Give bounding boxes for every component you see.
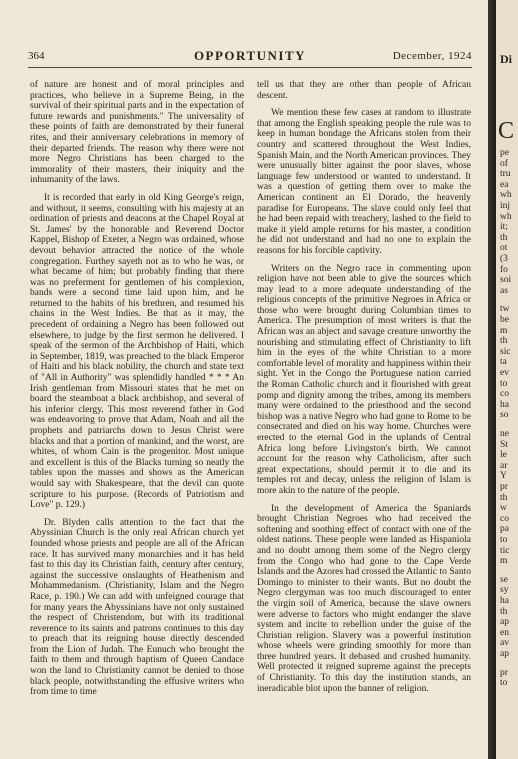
adjacent-text-fragment: ha (500, 399, 509, 410)
adjacent-text-fragment: th (500, 606, 508, 617)
adjacent-text-fragment: wh (500, 211, 512, 222)
adjacent-text-fragment: of (500, 158, 508, 169)
adjacent-text-fragment: ev (500, 368, 509, 378)
adjacent-text-fragment: tic (500, 545, 510, 556)
adjacent-text-fragment: ta (500, 357, 507, 368)
magazine-title: OPPORTUNITY (193, 48, 307, 63)
adjacent-text-fragment: so (500, 410, 509, 421)
adjacent-text-fragment: se (500, 574, 508, 585)
right-column (257, 80, 471, 701)
adjacent-text-fragment: th (500, 492, 508, 503)
paragraph: We mention these few cases at random to illustrate that among the English speaking people the rule was to keep in human bondage the Africans stolen from their country and scattered throughout the West Indies, Spanish Main, and the North American provinces. They were unusually bitter against the poor slaves, whose language few understood or wanted to understand. It was a question of getting them over to make the American continent an El Dorado, the heavenly paradise for Europeans. The slave could only feel that he had been repaid with treachery, lashed to the field to make it yield ample returns for his master, a condition he did not understand and had no one to explain the reasons for his forcible captivity. (257, 108, 471, 256)
paragraph: tell us that they are other than people of African descent. (257, 80, 471, 101)
adjacent-text-fragment: en (500, 627, 509, 638)
adjacent-text-fragment: ot (500, 243, 508, 254)
issue-date: December, 1924 (392, 50, 472, 62)
adjacent-text-fragment: to (500, 535, 508, 545)
adjacent-text-fragment: le (500, 450, 507, 461)
adjacent-text-fragment: soi (500, 275, 512, 286)
adjacent-text-fragment: pe (500, 148, 509, 158)
adjacent-text-fragment: as (500, 285, 508, 296)
adjacent-text-fragment: m (500, 325, 508, 336)
adjacent-text-fragment: th (500, 336, 508, 347)
paragraph: In the development of America the Spaniards brought Christian Negroes who had received the softening and soothing effect of contact with one of the oldest nations. These people were landed as Hispaniola and no doubt among them some of the Negro clergy from the Congo who had gone to the Cape Verde Islands and the Azores had crossed the Atlantic to Santo Domingo to minister to their wants. But no doubt the Negro clergyman was too much discouraged to enter the virgin soil of America, because the slave owners were adverse to factors who might endanger the slave system and incite to rebellion under the guise of the Christian religion. Slavery was a powerful institution whose wheels were grinding smoothly for more than three hundred years. It debased and crushed humanity. Well protected it reigned supreme against the precepts of Christianity. To this day the institution stands, an ineradicable blot upon the banner of religion. (257, 503, 471, 694)
adjacent-text-fragment: ea (500, 179, 509, 190)
adjacent-text-fragment: sic (500, 346, 511, 357)
adjacent-text-fragment: ha (500, 596, 509, 606)
adjacent-text-fragment: tw (500, 304, 510, 315)
adjacent-text-fragment: inj (500, 201, 511, 211)
book-gutter (488, 0, 496, 759)
adjacent-text-fragment: th (500, 232, 508, 243)
paragraph: Dr. Blyden calls attention to the fact that the Abyssinian Church is the only real African church yet founded whose priests and people are all of the African race. It has survived many monarchies and it has held fast to this day its Christian faith, century after century, against the successive onslaughts of Heathenism and Mohammedanism. (Christianity, Islam and the Negro Race, p. 190.) We can add with unfeigned courage that for many years the Abyssinians have not only sustained the respect of Christendom, but with its traditional reverence to its saints and patrons continues to this day to preach that its reigning house directly descended from the Lion of Judah. The Eunuch who brought the faith to them and through baptism of Queen Candace won the land to Christianity cannot be denied to those black people, notwithstanding the effusive writers who from time to time (30, 517, 244, 698)
adjacent-text-fragment: St (500, 439, 508, 450)
adjacent-text-fragment: to (500, 378, 508, 389)
adjacent-text-fragment: ne (500, 429, 509, 439)
adjacent-text-fragment: pa (500, 524, 509, 535)
adjacent-text-fragment: wh (500, 190, 512, 201)
adjacent-header-fragment: Di (500, 52, 512, 66)
adjacent-text-fragment: co (500, 389, 509, 400)
adjacent-text-fragment: ar (500, 460, 508, 471)
header-rule (28, 67, 472, 68)
adjacent-text-fragment: tru (500, 169, 511, 180)
adjacent-text-fragment: fo (500, 264, 508, 275)
running-header (28, 50, 472, 66)
left-column (30, 80, 244, 705)
adjacent-text-fragment: ap (500, 617, 509, 628)
adjacent-text-fragment: w (500, 503, 507, 514)
adjacent-text-fragment: pr (500, 667, 508, 678)
page-number: 364 (28, 50, 45, 62)
adjacent-page-edge (496, 0, 518, 759)
adjacent-text-fragment: av (500, 638, 509, 649)
paragraph: Writers on the Negro race in commenting upon religion have not been able to give the sources which may lead to a more adequate understanding of the religious concepts of the primitive Negroes in Africa or those who were brought during Columbian times to America. The presumption of most writers is that the African was an abject and savage creature unworthy the nourishing and stimulating effect of Christianity to lift him in the eyes of the white Christian to a more comfortable level of morality and happiness within their sight. Yet in the Congo the Portuguese nation carried the Roman Catholic church and it flourished with great pomp and dignity among the tribes, among its members many were ordained to the priesthood and the second bishop was a native Negro who had gone to Rome to be consecrated and died on his way home. Churches were erected to the eternal God in the uplands of Central Africa long before Livingston's birth. We cannot account for the reason why Catholicism, after such great expectations, should permit it to die and its temples rot and decay, unless the religion of Islam is more akin to the nature of the people. (257, 263, 471, 496)
adjacent-text-fragment: (3 (500, 254, 508, 264)
paragraph: It is recorded that early in old King George's reign, and without, it seems, consulting with his majesty at an ordination of priests and deacons at the Chapel Royal at St. James' by the honorable and Reverend Doctor Kappel, Bishop of Exeter, a Negro was ordained, whose devout behavior attracted the notice of the whole congregation. Furthey sayeth not as to who he was, or what became of him; but probably finding that there was no preferment for gentlemen of his complexion, bands were a second time laid upon him, and he returned to the habits of his brethren, and resumed his chains in the West Indies. Be that as it may, the precedent of ordaining a Negro has been followed out elsewhere, to judge by the first sermon he delivered. I speak of the sermon of the Archbishop of Haiti, which in September, 1819, was preached to the black Emperor of Haiti and his black nobility, the church and state text of "All in Authority" was splendidly handled * * * An Irish gentleman from Missouri states that he met on board the steamboat a black archbishop, and several of his inferior clergy. This most reverend father in God was endeavoring to prove that Adam, Noah and all the prophets and patriarchs down to Jesus Christ were blacks and that a portion of mankind, and the worst, are whites, of whom Cain is the progenitor. Most unique and excellent is this of the Blacks turning so neatly the tables upon the masses and shows as the American would say with Shakespeare, that the devil can quote scripture to his purpose. (Records of Patriotism and Love" p. 129.) (30, 192, 244, 511)
paragraph: of nature are honest and of moral principles and practices, who believe in a Supreme Being, in the survival of their spiritual parts and in the expectation of future rewards and punishments." The universality of these points of faith are demonstrated by their funeral rites, and their anniversary celebrations in memory of their departed friends. The reason why there were not more Negro Christians has been charged to the immorality of their masters, their iniquity and the inhumanity of the laws. (30, 80, 244, 186)
adjacent-text-fragment: m (500, 556, 508, 567)
adjacent-text-fragment: be (500, 315, 509, 325)
adjacent-text-fragment: it; (500, 222, 508, 233)
adjacent-text-fragment: sy (500, 585, 509, 596)
adjacent-text-fragment: to (500, 678, 508, 689)
adjacent-text-fragment: Y (500, 471, 507, 482)
adjacent-text-fragment: pr (500, 482, 508, 492)
adjacent-drop-cap: C (498, 118, 515, 144)
adjacent-text-fragment: co (500, 513, 509, 524)
adjacent-text-fragment: ap (500, 649, 509, 659)
